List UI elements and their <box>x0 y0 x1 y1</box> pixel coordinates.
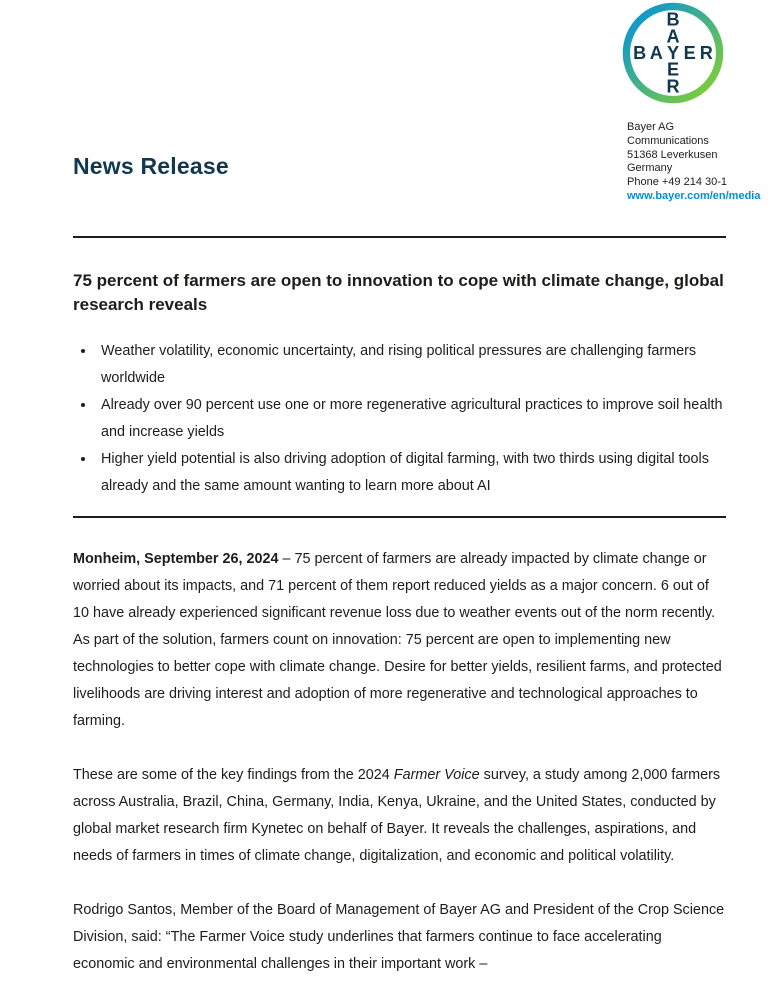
bayer-logo-icon <box>622 2 724 104</box>
bayer-cross-icon <box>622 2 724 104</box>
bullet-item: • Weather volatility, economic uncertainty, and rising political pressures are challenging farmers worldwide <box>96 338 726 392</box>
logo-letter: B <box>666 9 680 30</box>
headline: 75 percent of farmers are open to innovation to cope with climate change, global research reveals <box>73 271 724 314</box>
logo-letter: A <box>666 26 680 47</box>
divider-top <box>73 236 726 238</box>
media-website-link[interactable]: www.bayer.com/en/media <box>627 189 761 202</box>
contact-department: Communications <box>627 134 709 147</box>
contact-block <box>627 121 760 204</box>
paragraph-quote: Rodrigo Santos, Member of the Board of Management of Bayer AG and President of the Crop Science Division, said: “The Farmer Voice study underlines that farmers continue to face accelerating economic and environmental challenges in their important work – <box>73 902 725 972</box>
article-content <box>73 236 726 978</box>
logo-letter: E <box>666 59 680 80</box>
paragraph-text: These are some of the key findings from the 2024 <box>73 767 394 783</box>
summary-bullet-list <box>73 338 726 500</box>
dateline: Monheim, September 26, 2024 <box>73 551 279 567</box>
paragraph-text: – 75 percent of farmers are already impacted by climate change or worried about its impacts, and 71 percent of them report reduced yields as a major concern. 6 out of 10 have already experienced significant revenue loss due to weather events out of the norm recently. As part of the solution, farmers count on innovation: 75 percent are open to implementing new technologies to better cope with climate change. Desire for better yields, resilient farms, and protected livelihoods are driving interest and adoption of more regenerative and technological approaches to farming. <box>73 551 722 729</box>
bullet-item: • Higher yield potential is also driving adoption of digital farming, with two thirds using digital tools already and the same amount wanting to learn more about AI <box>96 446 726 500</box>
survey-name: Farmer Voice <box>393 767 480 783</box>
logo-letter: R <box>666 76 680 97</box>
contact-company: Bayer AG <box>627 121 675 133</box>
logo-letter: E <box>683 43 696 64</box>
news-release-label: News Release <box>73 153 229 179</box>
contact-phone: Phone +49 214 30-1 <box>627 176 728 189</box>
logo-letter: B <box>633 43 647 64</box>
logo-letter: Y <box>666 43 680 64</box>
paragraph-text: survey, a study among 2,000 farmers across Australia, Brazil, China, Germany, India, Kenya, Ukraine, and the United States, conducted by global market research firm Kynetec on behalf of Bayer. It reveals the challenges, aspirations, and needs of farmers in times of climate change, digitalization, and economic and political volatility. <box>73 767 721 864</box>
paragraph-survey <box>73 762 726 870</box>
bullet-item: • Already over 90 percent use one or more regenerative agricultural practices to improve soil health and increase yields <box>96 392 726 446</box>
contact-country: Germany <box>627 162 673 175</box>
logo-letter: R <box>699 43 713 64</box>
paragraph-dateline <box>73 546 726 735</box>
contact-postal: 51368 Leverkusen <box>627 148 718 161</box>
logo-letter: A <box>649 43 663 64</box>
divider-bottom <box>73 516 726 518</box>
